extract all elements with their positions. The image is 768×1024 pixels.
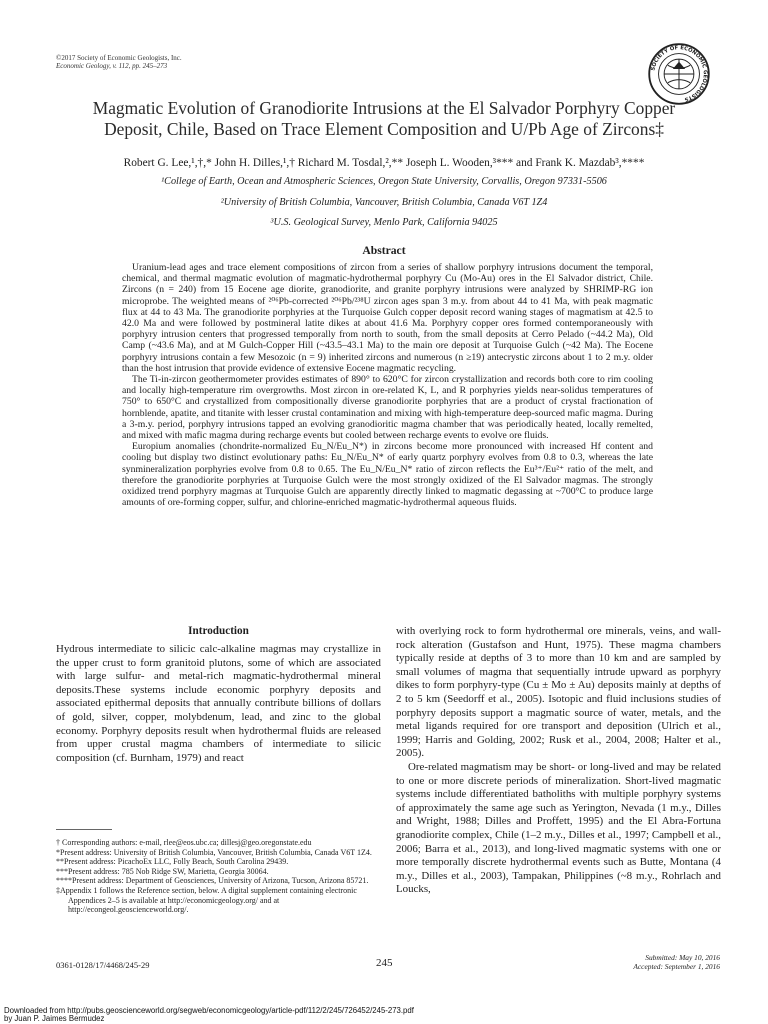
abstract-paragraph-3: Europium anomalies (chondrite-normalized Eu_N/Eu_N*) in zircons become more pronounced with increased Hf content and cooling but display two distinct evolutionary paths: Eu_N/Eu_N* of early quartz porphyry evolves from 0.8 to 0.3, whereas the late synmineralization porphyries evolve from 0.8 to 0.65. The Eu_N/Eu_N* ratio of zircon reflects the Eu³⁺/Eu²⁺ ratio of the melt, and therefore the granodiorite porphyries at Turquoise Gulch were the most strongly oxidized of the El Salvador magmas. The strongly oxidized trend porphyry magmas at Turquoise Gulch are apparently directly linked to magmatic degassing at ~700°C to produce large amounts of ore-forming copper, sulfur, and chlorine-enriched magmatic-hydrothermal aqueous fluids. xyxy=(122,441,653,509)
affiliation-2: ²University of British Columbia, Vancouver, British Columbia, Canada V6T 1Z4 xyxy=(220,197,548,208)
introduction-heading: Introduction xyxy=(188,625,249,637)
footnote-corresponding-authors: † Corresponding authors: e-mail, rlee@eos.ubc.ca; dillesj@geo.oregonstate.edu xyxy=(56,838,312,847)
intro-paragraph-1-continued: with overlying rock to form hydrothermal ore minerals, veins, and wall-rock alteration (Gustafson and Hunt, 1975). These magma chambers typically reside at depths of 3 to more than 10 km and are sampled by small volumes of magma that sequentially intrude upward as porphyry dikes to form porphyry-type (Cu ± Mo ± Au) deposits mainly at depths of 2 to 5 km (Seedorff et al., 2005). Isotopic and fluid inclusions studies of porphyry deposits support a magmatic source of water, metals, and the metal ligands required for ore transport and deposition (Ulrich et al., 1999; Harris and Golding, 2002; Rusk et al., 2004, 2008; Halter et al., 2005). xyxy=(396,625,721,760)
footnote-present-address-1: *Present address: University of British Columbia, Vancouver, British Columbia, Canada V6T 1Z4. xyxy=(56,847,372,857)
page-number: 245 xyxy=(376,957,393,969)
footnote-present-address-3: ***Present address: 785 Nob Ridge SW, Marietta, Georgia 30064. xyxy=(56,866,269,876)
intro-paragraph-2: Ore-related magmatism may be short- or long-lived and may be related to one or more discrete periods of mineralization. Short-lived magmatic systems include differentiated batholiths with multiple porphyry systems of approximately the same age such as Yerington, Nevada (1 m.y., Dilles and Wright, 1988; Dilles and Proffett, 1995) and the El Abra-Fortuna granodiorite complex, Chile (1–2 m.y., Dilles et al., 1997; Campbell et al., 2006; Barra et al., 2013), and long-lived magmatic systems with one or more temporally discrete hydrothermal events such as Butte, Montana (4 m.y., Dilles et al., 2003), Tampakan, Philippines (~8 m.y., Rohrlach and Loucks, xyxy=(396,760,721,896)
download-notice xyxy=(4,1007,414,1024)
download-user: by Juan P. Jaimes Bermudez xyxy=(4,1014,105,1024)
submission-dates xyxy=(560,953,720,971)
footnote-present-address-2: **Present address: PicachoEx LLC, Folly Beach, South Carolina 29439. xyxy=(56,857,289,867)
issn-code: 0361-0128/17/4468/245-29 xyxy=(56,960,150,970)
title-line-2: Deposit, Chile, Based on Trace Element Composition and U/Pb Age of Zircons‡ xyxy=(104,119,664,139)
introduction-left-column xyxy=(56,643,381,765)
copyright-line: ©2017 Society of Economic Geologists, Inc. xyxy=(56,54,182,62)
abstract-paragraph-2: The Ti-in-zircon geothermometer provides estimates of 890° to 620°C for zircon crystallization and records both core to rim cooling and locally high-temperature rim overgrowths. Most zircon in ore-related K, L, and R porphyries yields near-solidus temperatures of 750° to 650°C and crystallized from compositionally diverse granodiorite porphyries that are a product of crystal fractionation of hornblende, apatite, and titanite with lesser crustal contamination and mixing with high-temperature deep-sourced mafic magma. During a 3-m.y. period, porphyry intrusions tapped an evolving granodioritic magma chamber that was periodically heated, locally remelted, and mixed with mafic magma during recharge events but cooled between recharge events to evolve ore fluids. xyxy=(122,374,653,442)
footnotes xyxy=(56,838,381,915)
affiliation-1: ¹College of Earth, Ocean and Atmospheric Sciences, Oregon State University, Corvallis, Oregon 97331-5506 xyxy=(161,176,607,187)
journal-citation: Economic Geology, v. 112, pp. 245–273 xyxy=(56,62,168,70)
intro-paragraph-1: Hydrous intermediate to silicic calc-alkaline magmas may crystallize in the upper crust to form granitoid plutons, some of which are associated with large sulfur- and metal-rich magmatic-hydrothermal mineral deposits.These systems include economic porphyry deposits and associated epithermal deposits that annually contribute billions of dollars of gold, silver, copper, molybdenum, lead, and zinc to the global economy. Porphyry deposits result when hydrothermal fluids are released from upper crustal magma chambers of intermediate to silicic composition (cf. Burnham, 1979) and react xyxy=(56,643,381,764)
abstract-heading: Abstract xyxy=(362,244,406,257)
footnote-appendix: ‡Appendix 1 follows the Reference section, below. A digital supplement containing electronic Appendices 2–5 is available at http://economicgeology.org/ and at http://econgeol.geoscienceworld.org/. xyxy=(56,885,357,915)
download-link[interactable]: Downloaded from http://pubs.geoscienceworld.org/segweb/economicgeology/article-pdf/112/2/245/726452/245-273.pdf xyxy=(4,1006,414,1015)
abstract-paragraph-1: Uranium-lead ages and trace element compositions of zircon from a series of shallow porphyry intrusions document the temporal, chemical, and thermal magmatic evolution of magmatic-hydrothermal porphyry Cu (Mo-Au) ores in the El Salvador district, Chile. Zircons (n = 240) from 15 Eocene age diorite, granodiorite, and granite porphyry intrusions were analyzed by SHRIMP-RG ion microprobe. The weighted means of ²⁰⁶Pb-corrected ²⁰⁶Pb/²³⁸U zircon ages span 3 m.y. from about 44 to 41 Ma, with peak magmatic flux at 44 to 43 Ma. The granodiorite porphyries at the Turquoise Gulch copper deposit record waning stages of magmatism at 42.5 to 42.0 Ma and were followed by postmineral latite dikes at about 41.6 Ma. Porphyry copper ores formed contemporaneously with porphyry intrusion centers that progressed temporally from north to south, from the small deposits at Cerro Pelado (~44.2 Ma), Old Camp (~43.6 Ma), and at M Gulch-Copper Hill (~43.5–43.1 Ma) to the main ore deposit at Turquoise Gulch (~42 Ma). The Eocene porphyry intrusions contain a few Mesozoic (n = 9) inherited zircons and numerous (n ≥19) antecrystic zircons about 1 to 2 m.y. older than the host intrusion that provide evidence of extensive Eocene magmatic recycling. xyxy=(122,262,653,374)
footnote-present-address-4: ****Present address: Department of Geosciences, University of Arizona, Tucson, Arizona 85721. xyxy=(56,876,369,886)
affiliation-3: ³U.S. Geological Survey, Menlo Park, California 94025 xyxy=(270,217,498,228)
introduction-right-column xyxy=(396,625,721,897)
submitted-date: Submitted: May 10, 2016 xyxy=(645,953,720,962)
author-list: Robert G. Lee,¹,†,* John H. Dilles,¹,† Richard M. Tosdal,²,** Joseph L. Wooden,³*** and Frank K. Mazdab³,**** xyxy=(123,157,645,169)
abstract-body xyxy=(122,262,653,508)
article-title xyxy=(60,98,708,140)
footnote-divider xyxy=(56,829,112,830)
accepted-date: Accepted: September 1, 2016 xyxy=(633,962,720,971)
society-seal-logo xyxy=(648,43,710,105)
title-line-1: Magmatic Evolution of Granodiorite Intrusions at the El Salvador Porphyry Copper xyxy=(92,98,676,118)
journal-meta xyxy=(56,54,182,70)
svg-text:SOCIETY OF ECONOMIC GEOLOGISTS: SOCIETY OF ECONOMIC GEOLOGISTS xyxy=(650,45,708,103)
